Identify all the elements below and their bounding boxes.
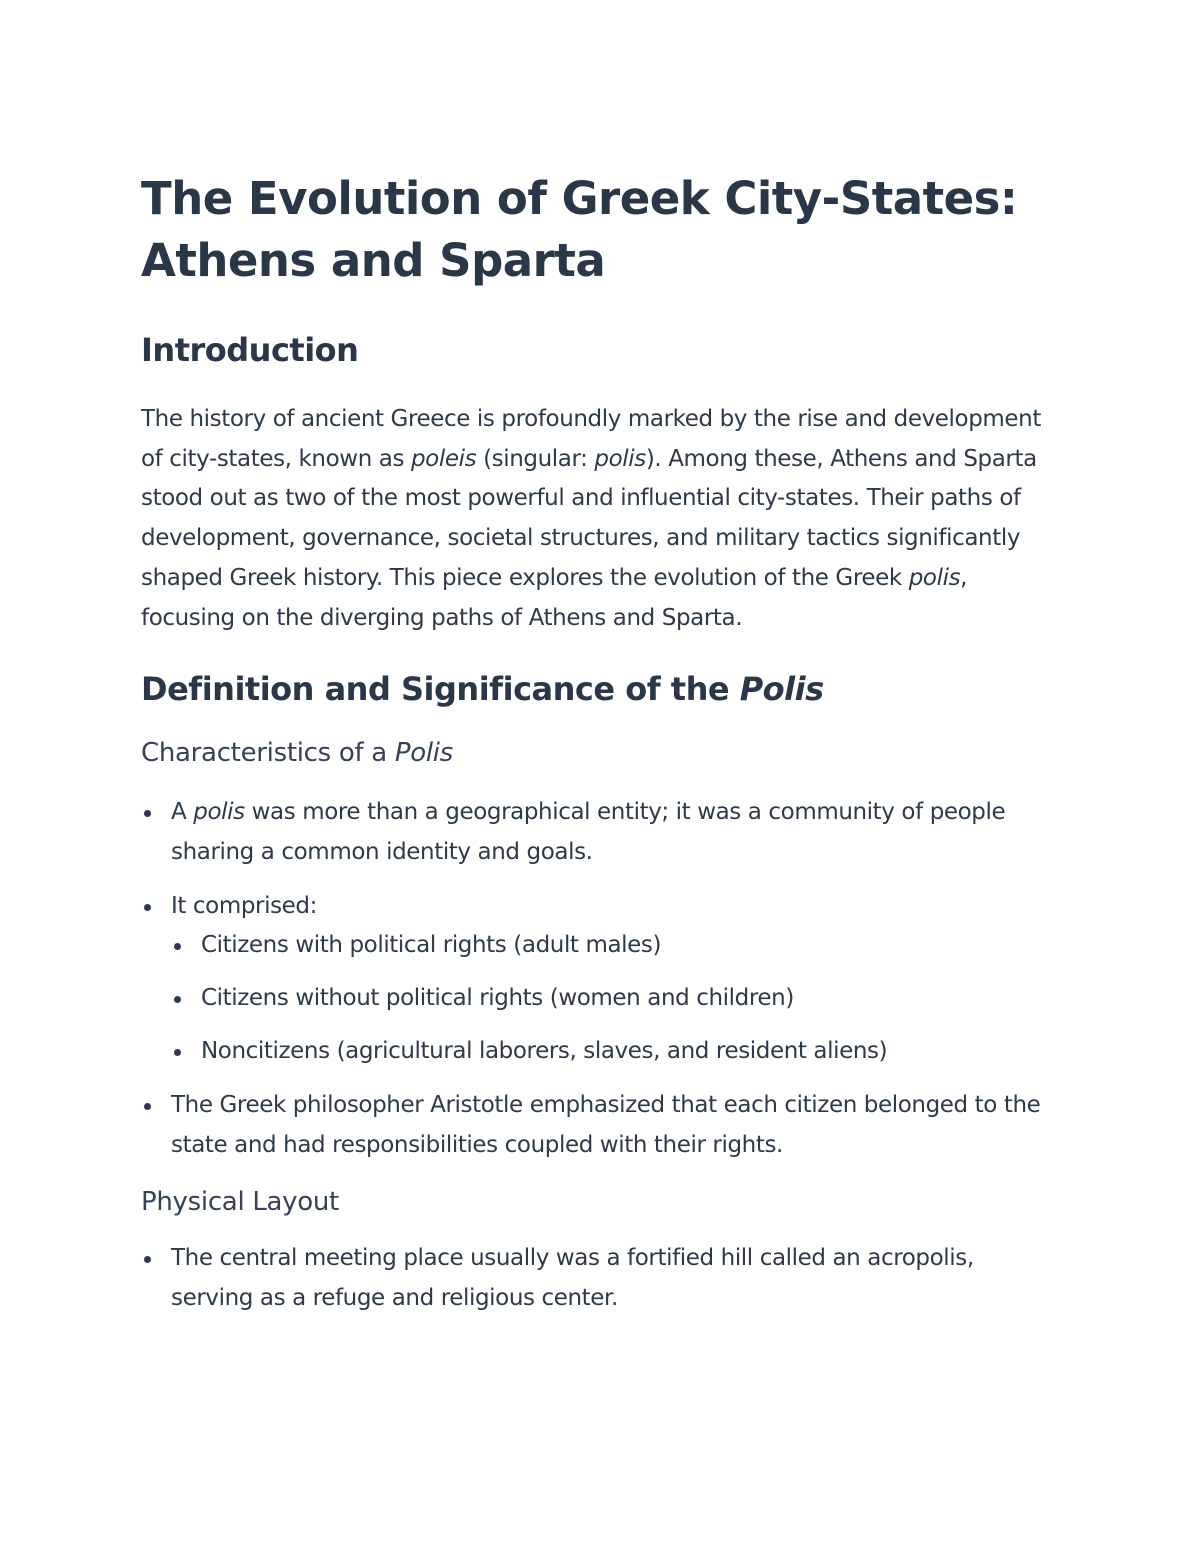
sublist-item: Citizens with political rights (adult males) bbox=[171, 926, 1060, 966]
characteristics-heading bbox=[141, 735, 1060, 771]
characteristics-list bbox=[141, 793, 1060, 1165]
definition-heading-text: Definition and Significance of the bbox=[141, 670, 740, 709]
item-term-polis: polis bbox=[193, 799, 245, 826]
list-item: The Greek philosopher Aristotle emphasized that each citizen belonged to the state and had responsibilities coupled with their rights. bbox=[141, 1086, 1060, 1165]
intro-term-poleis: poleis bbox=[410, 445, 477, 472]
introduction-heading: Introduction bbox=[141, 331, 359, 369]
document-title: The Evolution of Greek City-States: Athens and Sparta bbox=[141, 172, 1018, 287]
physical-layout-heading: Physical Layout bbox=[141, 1187, 339, 1218]
intro-term-polis: polis bbox=[594, 445, 646, 472]
definition-heading bbox=[141, 667, 1060, 711]
intro-text-3: ). Among these, Athens and Sparta stood out as two of the most powerful and influential city-states. Their paths of development, governance, societal structures, and military tactics significantly shaped Greek history. This piece explores the evolution of the Greek bbox=[141, 445, 1037, 591]
list-item bbox=[141, 793, 1060, 872]
characteristics-heading-term: Polis bbox=[394, 738, 453, 769]
list-item bbox=[141, 887, 1060, 1072]
item-text: It comprised: bbox=[171, 892, 317, 919]
introduction-paragraph bbox=[141, 400, 1060, 638]
comprised-sublist bbox=[171, 926, 1060, 1072]
physical-layout-list bbox=[141, 1239, 1060, 1318]
item-text: was more than a geographical entity; it was a community of people sharing a common identity and goals. bbox=[171, 799, 1006, 865]
intro-text-2: (singular: bbox=[476, 445, 595, 472]
definition-heading-term: Polis bbox=[739, 670, 824, 709]
intro-text-4: , focusing on the diverging paths of Athens and Sparta. bbox=[141, 564, 968, 631]
intro-text-1: The history of ancient Greece is profoundly marked by the rise and development of city-states, known as bbox=[141, 406, 1041, 472]
sublist-item: Noncitizens (agricultural laborers, slaves, and resident aliens) bbox=[171, 1032, 1060, 1072]
sublist-item: Citizens without political rights (women and children) bbox=[171, 979, 1060, 1019]
characteristics-heading-text: Characteristics of a bbox=[141, 738, 395, 769]
list-item: The central meeting place usually was a fortified hill called an acropolis, serving as a refuge and religious center. bbox=[141, 1239, 1060, 1318]
intro-term-polis-2: polis bbox=[908, 564, 961, 591]
item-text: A bbox=[171, 799, 194, 826]
